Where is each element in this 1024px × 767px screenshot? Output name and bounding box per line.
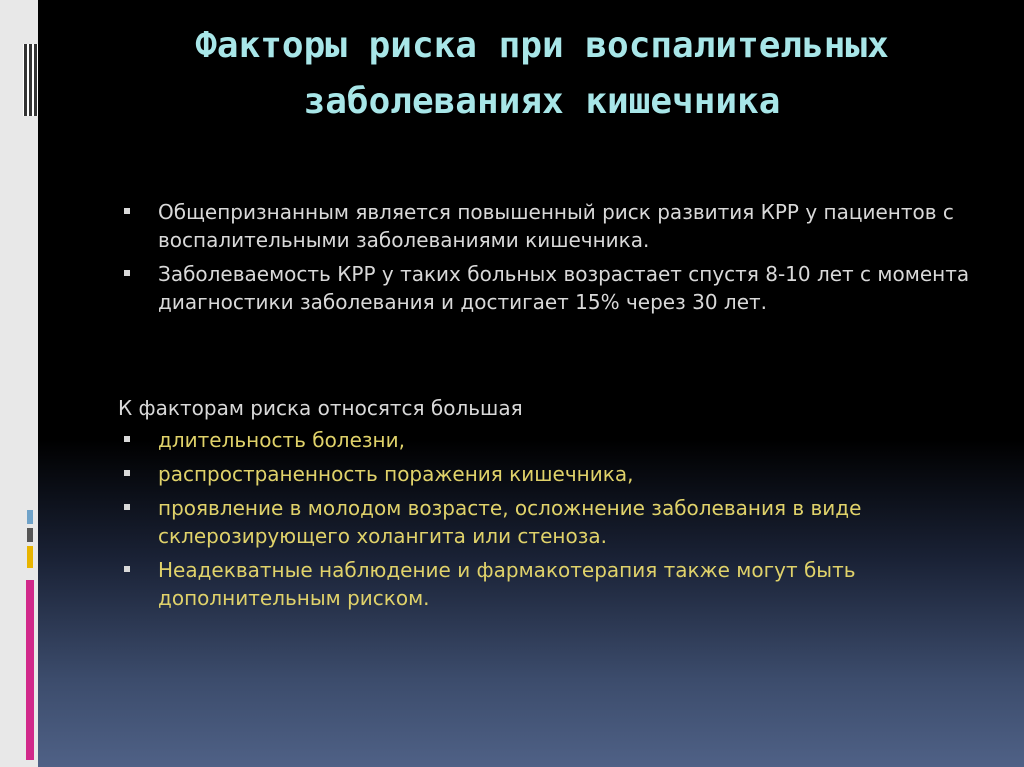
risk-factors-intro: К факторам риска относятся большая xyxy=(118,396,523,420)
square-bullet-icon xyxy=(124,470,130,476)
risk-factor-text: Неадекватные наблюдение и фармакотерапия также могут быть дополнительным риском. xyxy=(158,558,856,610)
square-bullet-icon xyxy=(124,208,130,214)
decor-bars-bottom xyxy=(23,580,38,760)
risk-factor-item xyxy=(118,494,978,550)
bullet-text: Общепризнанным является повышенный риск развития КРР у пациентов с воспалительными заболеваниями кишечника. xyxy=(158,200,954,252)
main-bullet-list xyxy=(118,198,978,316)
bullet-text: Заболеваемость КРР у таких больных возрастает спустя 8-10 лет с момента диагностики заболевания и достигает 15% через 30 лет. xyxy=(158,262,970,314)
slide-body xyxy=(118,198,978,618)
risk-factor-text: распространенность поражения кишечника, xyxy=(158,462,634,486)
decor-block-yellow xyxy=(27,546,33,568)
slide-title xyxy=(60,18,1024,130)
decor-bars-middle xyxy=(23,510,38,570)
decor-block-pink xyxy=(26,580,34,760)
square-bullet-icon xyxy=(124,270,130,276)
square-bullet-icon xyxy=(124,504,130,510)
decor-stripe xyxy=(34,44,37,116)
title-line-1: Факторы риска при воспалительных xyxy=(195,25,889,66)
bullet-item xyxy=(118,198,978,254)
square-bullet-icon xyxy=(124,436,130,442)
risk-factor-text: длительность болезни, xyxy=(158,428,405,452)
square-bullet-icon xyxy=(124,566,130,572)
decor-stripe xyxy=(29,44,32,116)
title-line-2: заболеваниях кишечника xyxy=(303,81,781,122)
decor-block-blue xyxy=(27,510,33,524)
decor-bars-top xyxy=(23,44,38,116)
risk-factors-list xyxy=(118,426,978,612)
risk-factor-item xyxy=(118,556,978,612)
bullet-item xyxy=(118,260,978,316)
risk-factor-item xyxy=(118,460,978,488)
risk-factor-item xyxy=(118,426,978,454)
decor-block-gray xyxy=(27,528,33,542)
risk-factor-text: проявление в молодом возрасте, осложнение заболевания в виде склерозирующего холангита или стеноза. xyxy=(158,496,862,548)
decor-stripe xyxy=(24,44,27,116)
